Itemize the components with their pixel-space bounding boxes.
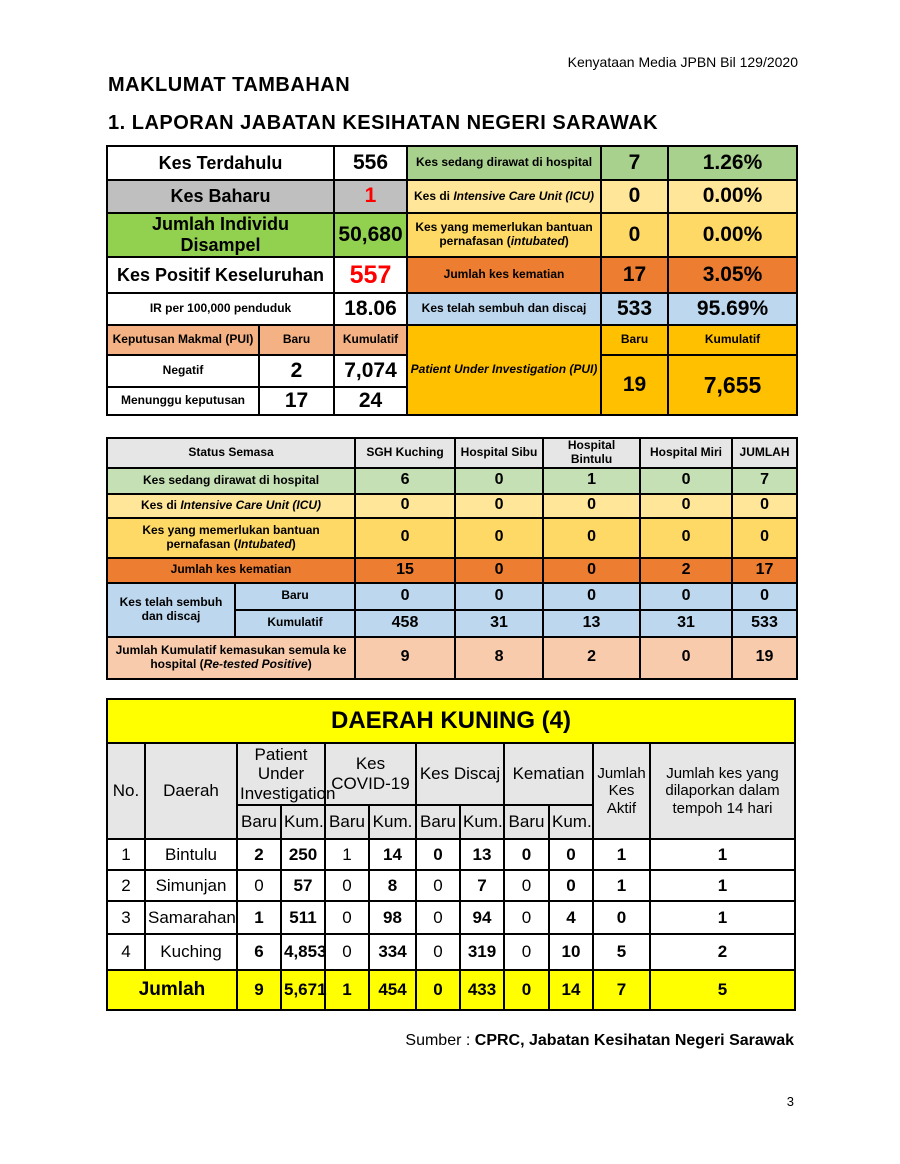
kes-terdahulu-value: 556 <box>334 146 407 180</box>
page-number: 3 <box>786 1094 794 1109</box>
status-cell: 0 <box>455 468 543 494</box>
table-cell: 14 <box>369 839 416 870</box>
hospital-value: 7 <box>601 146 668 180</box>
table-cell: 1 <box>325 839 369 870</box>
status-cell: 0 <box>455 518 543 558</box>
table-cell: Samarahan <box>145 901 237 934</box>
table-row <box>107 934 795 970</box>
status-row-label: Jumlah kes kematian <box>107 558 355 583</box>
table-cell: 0 <box>416 901 460 934</box>
status-cell: 0 <box>640 637 732 679</box>
table-cell: 0 <box>504 901 549 934</box>
kum-header: Kum. <box>281 805 325 839</box>
total-cell: 14 <box>549 970 593 1010</box>
table-cell: 334 <box>369 934 416 970</box>
section-title: MAKLUMAT TAMBAHAN <box>108 74 351 96</box>
table-cell: 1 <box>650 839 795 870</box>
table-cell: 4 <box>107 934 145 970</box>
pui-kumulatif-header: Kumulatif <box>668 325 797 355</box>
table-cell: 7 <box>460 870 504 901</box>
hospital-miri-header: Hospital Miri <box>640 438 732 468</box>
aktif-header: Jumlah Kes Aktif <box>593 743 650 839</box>
total-cell: 5,671 <box>281 970 325 1010</box>
total-cell: 7 <box>593 970 650 1010</box>
source-note <box>405 1032 794 1050</box>
table-cell: 1 <box>593 870 650 901</box>
status-cell: 1 <box>543 468 640 494</box>
total-row <box>107 970 795 1010</box>
status-cell: 0 <box>732 494 797 518</box>
jumlah-header: JUMLAH <box>732 438 797 468</box>
table-cell: 0 <box>416 934 460 970</box>
status-cell: 9 <box>355 637 455 679</box>
icu-label: Kes di Intensive Care Unit (ICU) <box>407 180 601 213</box>
status-cell: 0 <box>455 583 543 610</box>
kes-baharu-value: 1 <box>334 180 407 213</box>
disampel-label: Jumlah Individu Disampel <box>107 213 334 257</box>
baru-header: Baru <box>504 805 549 839</box>
table-cell: 8 <box>369 870 416 901</box>
status-cell: 31 <box>640 610 732 637</box>
table-row <box>107 901 795 934</box>
kematian-value: 17 <box>601 257 668 293</box>
status-cell: 0 <box>355 583 455 610</box>
table-cell: Kuching <box>145 934 237 970</box>
table-cell: 0 <box>325 934 369 970</box>
icu-value: 0 <box>601 180 668 213</box>
negatif-kumulatif: 7,074 <box>334 355 407 387</box>
table-cell: 1 <box>593 839 650 870</box>
status-cell: 0 <box>455 494 543 518</box>
source-text: CPRC, Jabatan Kesihatan Negeri Sarawak <box>474 1032 794 1049</box>
total-cell: 433 <box>460 970 504 1010</box>
pui-baru-header: Baru <box>601 325 668 355</box>
total-label: Jumlah <box>107 970 237 1010</box>
status-cell: 6 <box>355 468 455 494</box>
pui-header: Keputusan Makmal (PUI) <box>107 325 259 355</box>
table-cell: 13 <box>460 839 504 870</box>
menunggu-kumulatif: 24 <box>334 387 407 415</box>
total-cell: 0 <box>504 970 549 1010</box>
table-cell: 319 <box>460 934 504 970</box>
table-cell: 0 <box>504 870 549 901</box>
table-cell: 3 <box>107 901 145 934</box>
kumulatif-header: Kumulatif <box>334 325 407 355</box>
icu-percent: 0.00% <box>668 180 797 213</box>
status-row-label: Kes telah sembuh dan discaj <box>107 583 235 637</box>
status-sub-label: Kumulatif <box>235 610 355 637</box>
status-header: Status Semasa <box>107 438 355 468</box>
kematian-percent: 3.05% <box>668 257 797 293</box>
table-cell: 0 <box>549 870 593 901</box>
status-cell: 0 <box>455 558 543 583</box>
status-cell: 15 <box>355 558 455 583</box>
table-cell: 0 <box>593 901 650 934</box>
hospital-percent: 1.26% <box>668 146 797 180</box>
table-cell: 94 <box>460 901 504 934</box>
status-cell: 0 <box>732 583 797 610</box>
hospital-label: Kes sedang dirawat di hospital <box>407 146 601 180</box>
kum-header: Kum. <box>460 805 504 839</box>
table-cell: 0 <box>416 839 460 870</box>
table-row <box>107 870 795 901</box>
sgh-kuching-header: SGH Kuching <box>355 438 455 468</box>
table-cell: 2 <box>650 934 795 970</box>
status-cell: 458 <box>355 610 455 637</box>
status-cell: 8 <box>455 637 543 679</box>
discaj-header: Kes Discaj <box>416 743 504 805</box>
sembuh-label: Kes telah sembuh dan discaj <box>407 293 601 325</box>
total-cell: 454 <box>369 970 416 1010</box>
intubated-percent: 0.00% <box>668 213 797 257</box>
status-cell: 0 <box>640 583 732 610</box>
table-cell: 0 <box>504 839 549 870</box>
table-cell: 1 <box>237 901 281 934</box>
status-row-label: Kes yang memerlukan bantuan pernafasan (Intubated) <box>107 518 355 558</box>
table-cell: 511 <box>281 901 325 934</box>
table-cell: 1 <box>650 901 795 934</box>
table-cell: Bintulu <box>145 839 237 870</box>
summary-table <box>106 145 798 416</box>
kematian-label: Jumlah kes kematian <box>407 257 601 293</box>
14hari-header: Jumlah kes yang dilaporkan dalam tempoh 14 hari <box>650 743 795 839</box>
status-cell: 0 <box>543 518 640 558</box>
table-cell: 4,853 <box>281 934 325 970</box>
status-cell: 7 <box>732 468 797 494</box>
total-cell: 0 <box>416 970 460 1010</box>
menunggu-baru: 17 <box>259 387 334 415</box>
positif-label: Kes Positif Keseluruhan <box>107 257 334 293</box>
pui-kumulatif: 7,655 <box>668 355 797 415</box>
table-cell: 0 <box>237 870 281 901</box>
status-sub-label: Baru <box>235 583 355 610</box>
baru-header: Baru <box>416 805 460 839</box>
status-cell: 31 <box>455 610 543 637</box>
status-table <box>106 437 798 680</box>
hospital-bintulu-header: Hospital Bintulu <box>543 438 640 468</box>
table-cell: 10 <box>549 934 593 970</box>
intubated-label: Kes yang memerlukan bantuan pernafasan (intubated) <box>407 213 601 257</box>
document-reference: Kenyataan Media JPBN Bil 129/2020 <box>567 54 798 70</box>
table-cell: Simunjan <box>145 870 237 901</box>
baru-header: Baru <box>259 325 334 355</box>
status-cell: 17 <box>732 558 797 583</box>
intubated-value: 0 <box>601 213 668 257</box>
sembuh-value: 533 <box>601 293 668 325</box>
table-cell: 0 <box>325 901 369 934</box>
status-cell: 0 <box>732 518 797 558</box>
status-cell: 0 <box>355 494 455 518</box>
status-cell: 2 <box>640 558 732 583</box>
baru-header: Baru <box>325 805 369 839</box>
table-cell: 0 <box>416 870 460 901</box>
report-title: 1. LAPORAN JABATAN KESIHATAN NEGERI SARAWAK <box>108 112 659 134</box>
daerah-header: Daerah <box>145 743 237 839</box>
negatif-baru: 2 <box>259 355 334 387</box>
negatif-label: Negatif <box>107 355 259 387</box>
menunggu-label: Menunggu keputusan <box>107 387 259 415</box>
table-cell: 98 <box>369 901 416 934</box>
no-header: No. <box>107 743 145 839</box>
status-cell: 0 <box>543 494 640 518</box>
ir-value: 18.06 <box>334 293 407 325</box>
pui-baru: 19 <box>601 355 668 415</box>
kes-baharu-label: Kes Baharu <box>107 180 334 213</box>
table-cell: 1 <box>107 839 145 870</box>
table-cell: 0 <box>325 870 369 901</box>
status-cell: 13 <box>543 610 640 637</box>
status-cell: 2 <box>543 637 640 679</box>
status-cell: 0 <box>640 494 732 518</box>
ir-label: IR per 100,000 penduduk <box>107 293 334 325</box>
total-cell: 9 <box>237 970 281 1010</box>
source-prefix: Sumber : <box>405 1032 471 1049</box>
table-cell: 2 <box>237 839 281 870</box>
total-cell: 5 <box>650 970 795 1010</box>
status-row-label: Kes sedang dirawat di hospital <box>107 468 355 494</box>
status-cell: 0 <box>640 518 732 558</box>
kum-header: Kum. <box>549 805 593 839</box>
kum-header: Kum. <box>369 805 416 839</box>
positif-value: 557 <box>334 257 407 293</box>
pui-label: Patient Under Investigation (PUI) <box>407 325 601 415</box>
status-cell: 19 <box>732 637 797 679</box>
hospital-sibu-header: Hospital Sibu <box>455 438 543 468</box>
table-cell: 6 <box>237 934 281 970</box>
table-cell: 4 <box>549 901 593 934</box>
table-cell: 1 <box>650 870 795 901</box>
status-cell: 0 <box>543 583 640 610</box>
daerah-table <box>106 698 796 1011</box>
status-cell: 0 <box>355 518 455 558</box>
table-cell: 0 <box>504 934 549 970</box>
status-row-label: Jumlah Kumulatif kemasukan semula ke hospital (Re-tested Positive) <box>107 637 355 679</box>
kes-terdahulu-label: Kes Terdahulu <box>107 146 334 180</box>
table-row <box>107 839 795 870</box>
status-cell: 0 <box>640 468 732 494</box>
table-cell: 57 <box>281 870 325 901</box>
covid-header: Kes COVID-19 <box>325 743 416 805</box>
sembuh-percent: 95.69% <box>668 293 797 325</box>
pui-header: Patient Under Investigation <box>237 743 325 805</box>
disampel-value: 50,680 <box>334 213 407 257</box>
status-cell: 533 <box>732 610 797 637</box>
table-cell: 250 <box>281 839 325 870</box>
table-cell: 0 <box>549 839 593 870</box>
daerah-title: DAERAH KUNING (4) <box>107 699 795 743</box>
table-cell: 5 <box>593 934 650 970</box>
status-cell: 0 <box>543 558 640 583</box>
kematian-header: Kematian <box>504 743 593 805</box>
total-cell: 1 <box>325 970 369 1010</box>
table-cell: 2 <box>107 870 145 901</box>
status-row-label: Kes di Intensive Care Unit (ICU) <box>107 494 355 518</box>
baru-header: Baru <box>237 805 281 839</box>
